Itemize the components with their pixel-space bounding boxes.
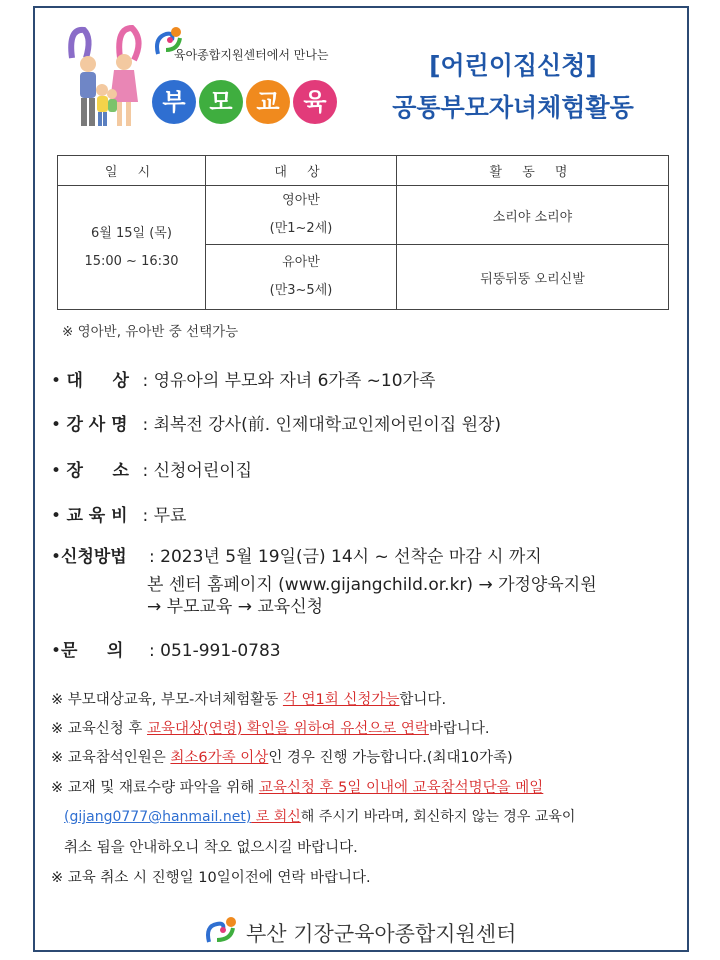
logo-char-yuk: 육 [293,80,337,124]
fee-value: : 무료 [142,506,187,526]
info-instructor: • 강 사 명 : 최복전 강사(前. 인제대학교인제어린이집 원장) [51,410,501,435]
info-contact: •문 의 : 051-991-0783 [51,636,281,661]
contact-value: : 051-991-0783 [149,641,281,661]
info-apply: •신청방법 : 2023년 5월 19일(금) 14시 ~ 선착순 마감 시 까지 [51,547,542,567]
note-4: ※ 교재 및 재료수량 파악을 위해 교육신청 후 5일 이내에 교육참석명단을 메일 [51,780,544,796]
target-name: 영아반 [282,193,320,208]
family-illustration [62,18,148,130]
header-datetime: 일 시 [58,156,206,186]
note-1-highlight: 각 연1회 신청가능 [282,692,400,708]
note-4-highlight: 교육신청 후 5일 이내에 교육참석명단을 메일 [258,780,544,796]
target-cell [206,186,397,245]
target-name: 유아반 [282,255,320,270]
activity-cell: 뒤뚱뒤뚱 오리신발 [397,245,669,310]
target-label: 대 상 [66,371,129,391]
place-label: 장 소 [66,461,129,481]
schedule-table [57,155,669,310]
fee-label: 교 육 비 [66,506,128,526]
table-footnote: ※ 영아반, 유아반 중 선택가능 [62,324,239,340]
logo-char-bu: 부 [152,80,196,124]
target-cell [206,245,397,310]
apply-line-1: : 2023년 5월 19일(금) 14시 ~ 선착순 마감 시 까지 [149,547,542,567]
footer-org-name: 부산 기장군육아종합지원센터 [246,922,517,946]
footer-logo-icon [203,914,243,946]
place-value: : 신청어린이집 [142,461,253,481]
target-age: (만1~2세) [269,221,333,236]
logo-char-mo: 모 [199,80,243,124]
title-line-1: [어린이집신청] [429,51,597,80]
activity-cell: 소리야 소리야 [397,186,669,245]
note-3-highlight: 최소6가족 이상 [170,750,269,766]
info-fee: • 교 육 비 : 무료 [51,501,186,526]
target-value: : 영유아의 부모와 자녀 6가족 ~10가족 [142,371,436,391]
note-5: ※ 교육 취소 시 진행일 10일이전에 연락 바랍니다. [51,870,371,886]
apply-label: 신청방법 [61,547,127,567]
header-target: 대 상 [206,156,397,186]
target-age: (만3~5세) [269,283,333,298]
note-3: ※ 교육참석인원은 최소6가족 이상인 경우 진행 가능합니다.(최대10가족) [51,750,513,766]
note-4-end: 취소 됨을 안내하오니 착오 없으시길 바랍니다. [64,840,358,856]
apply-line-2: 본 센터 홈페이지 (www.gijangchild.or.kr) → 가정양육지원 [147,575,597,595]
logo-tagline: 육아종합지원센터에서 만나는 [174,48,329,62]
date-text: 6월 15일 (목) [91,225,172,241]
logo-char-gyo: 교 [246,80,290,124]
instructor-label: 강 사 명 [66,415,128,435]
instructor-value: : 최복전 강사(前. 인제대학교인제어린이집 원장) [142,415,502,435]
note-2-highlight: 교육대상(연령) 확인을 위하여 유선으로 연락 [147,721,429,737]
header-activity: 활 동 명 [397,156,669,186]
info-place: • 장 소 : 신청어린이집 [51,456,252,481]
time-text: 15:00 ~ 16:30 [84,253,179,269]
table-header-row [58,156,669,186]
contact-label: 문 의 [61,641,124,661]
note-1: ※ 부모대상교육, 부모-자녀체험활동 각 연1회 신청가능합니다. [51,692,447,708]
email-link[interactable]: (gijang0777@hanmail.net) [64,809,252,825]
title-line-2: 공통부모자녀체험활동 [392,93,634,122]
info-target: • 대 상 : 영유아의 부모와 자녀 6가족 ~10가족 [51,366,435,391]
note-2: ※ 교육신청 후 교육대상(연령) 확인을 위하여 유선으로 연락바랍니다. [51,721,490,737]
note-4-cont: (gijang0777@hanmail.net) 로 회신해 주시기 바라며, 회신하지 않는 경우 교육이 [64,809,576,825]
datetime-cell [58,186,206,310]
table-row [58,186,669,245]
apply-line-3: → 부모교육 → 교육신청 [147,597,324,617]
